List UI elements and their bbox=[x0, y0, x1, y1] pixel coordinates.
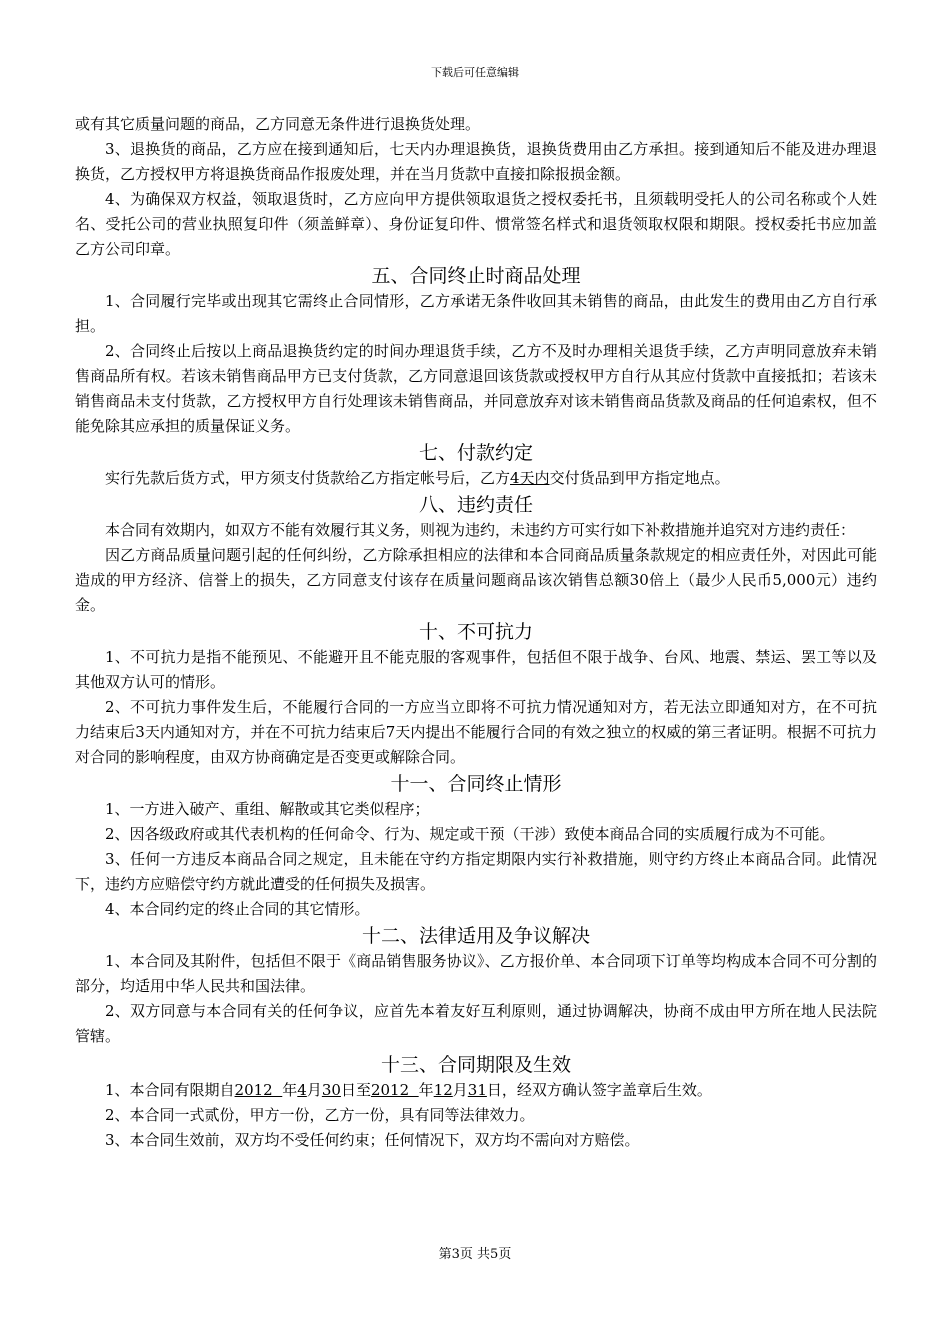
page-number: 第3页 共5页 bbox=[438, 1247, 512, 1262]
paragraph: 2、因各级政府或其代表机构的任何命令、行为、规定或干预（干涉）致使本商品合同的实质履行成为不可能。 bbox=[105, 825, 835, 843]
text: 实行先款后货方式，甲方须支付货款给乙方指定帐号后，乙方 bbox=[105, 469, 511, 487]
paragraph: 3、退换货的商品，乙方应在接到通知后，七天内办理退换货，退换货费用由乙方承担。接到通知后不能及进办理退换货，乙方授权甲方将退换货商品作报废处理，并在当月货款中直接扣除报损金额。 bbox=[75, 140, 877, 183]
paragraph: 1、不可抗力是指不能预见、不能避开且不能克服的客观事件，包括但不限于战争、台风、地震、禁运、罢工等以及其他双方认可的情形。 bbox=[75, 648, 877, 691]
text: 日，经双方确认签字盖章后生效。 bbox=[486, 1081, 712, 1099]
section-heading-12: 十二、法律适用及争议解决 bbox=[361, 925, 590, 947]
text: 年 bbox=[418, 1081, 434, 1099]
paragraph: 4、为确保双方权益，领取退货时，乙方应向甲方提供领取退货之授权委托书，且须载明受托人的公司名称或个人姓名、受托公司的营业执照复印件（须盖鲜章）、身份证复印件、惯常签名样式和退货领取权限和期限。授权委托书应加盖乙方公司印章。 bbox=[75, 190, 877, 258]
section-heading-13: 十三、合同期限及生效 bbox=[380, 1054, 571, 1076]
paragraph bbox=[75, 466, 877, 491]
paragraph: 3、本合同生效前，双方均不受任何约束；任何情况下，双方均不需向对方赔偿。 bbox=[105, 1131, 640, 1149]
end-year: 2012 bbox=[370, 1081, 419, 1099]
paragraph: 本合同有效期内，如双方不能有效履行其义务，则视为违约，未违约方可实行如下补救措施并追究对方违约责任： bbox=[105, 521, 856, 539]
paragraph: 1、合同履行完毕或出现其它需终止合同情形，乙方承诺无条件收回其未销售的商品，由此发生的费用由乙方自行承担。 bbox=[75, 292, 877, 335]
end-month: 12 bbox=[433, 1081, 453, 1099]
start-day: 30 bbox=[321, 1081, 341, 1099]
text: 月 bbox=[452, 1081, 468, 1099]
paragraph: 3、任何一方违反本商品合同之规定，且未能在守约方指定期限内实行补救措施，则守约方终止本商品合同。此情况下，违约方应赔偿守约方就此遭受的任何损失及损害。 bbox=[75, 850, 877, 893]
page-header: 下载后可任意编辑 bbox=[431, 66, 519, 79]
text: 1、本合同有限期自 bbox=[105, 1081, 235, 1099]
text: 交付货品到甲方指定地点。 bbox=[549, 469, 730, 487]
paragraph bbox=[75, 1078, 877, 1103]
section-heading-10: 十、不可抗力 bbox=[418, 621, 533, 643]
days-value: 4天内 bbox=[510, 469, 550, 487]
section-heading-8: 八、违约责任 bbox=[418, 494, 533, 516]
paragraph: 2、双方同意与本合同有关的任何争议，应首先本着友好互利原则，通过协调解决，协商不成由甲方所在地人民法院管辖。 bbox=[75, 1002, 877, 1045]
paragraph: 4、本合同约定的终止合同的其它情形。 bbox=[105, 900, 370, 918]
paragraph: 1、一方进入破产、重组、解散或其它类似程序； bbox=[105, 800, 430, 818]
text: 月 bbox=[306, 1081, 322, 1099]
start-month: 4 bbox=[297, 1081, 307, 1099]
paragraph: 1、本合同及其附件，包括但不限于《商品销售服务协议》、乙方报价单、本合同项下订单等均构成本合同不可分割的部分，均适用中华人民共和国法律。 bbox=[75, 952, 877, 995]
paragraph: 或有其它质量问题的商品，乙方同意无条件进行退换货处理。 bbox=[75, 115, 481, 133]
paragraph: 2、本合同一式贰份，甲方一份，乙方一份，具有同等法律效力。 bbox=[105, 1106, 535, 1124]
end-day: 31 bbox=[467, 1081, 487, 1099]
paragraph: 因乙方商品质量问题引起的任何纠纷，乙方除承担相应的法律和本合同商品质量条款规定的相应责任外，对因此可能造成的甲方经济、信誉上的损失，乙方同意支付该存在质量问题商品该次销售总额30倍上（最少人民币5,000元）违约金。 bbox=[75, 546, 877, 614]
section-heading-5: 五、合同终止时商品处理 bbox=[371, 265, 581, 287]
start-year: 2012 bbox=[234, 1081, 283, 1099]
section-heading-11: 十一、合同终止情形 bbox=[390, 773, 562, 795]
paragraph: 2、不可抗力事件发生后，不能履行合同的一方应当立即将不可抗力情况通知对方，若无法立即通知对方，在不可抗力结束后3天内通知对方，并在不可抗力结束后7天内提出不能履行合同的有效之独立的权威的第三者证明。根据不可抗力对合同的影响程度，由双方协商确定是否变更或解除合同。 bbox=[75, 698, 877, 766]
text: 年 bbox=[282, 1081, 298, 1099]
document-body bbox=[75, 112, 877, 1153]
paragraph: 2、合同终止后按以上商品退换货约定的时间办理退货手续，乙方不及时办理相关退货手续，乙方声明同意放弃未销售商品所有权。若该未销售商品甲方已支付货款，乙方同意退回该货款或授权甲方自行从其应付货款中直接抵扣；若该未销售商品未支付货款，乙方授权甲方自行处理该未销售商品，并同意放弃对该未销售商品货款及商品的任何追索权，但不能免除其应承担的质量保证义务。 bbox=[75, 342, 877, 435]
text: 日至 bbox=[340, 1081, 371, 1099]
section-heading-7: 七、付款约定 bbox=[418, 442, 533, 464]
